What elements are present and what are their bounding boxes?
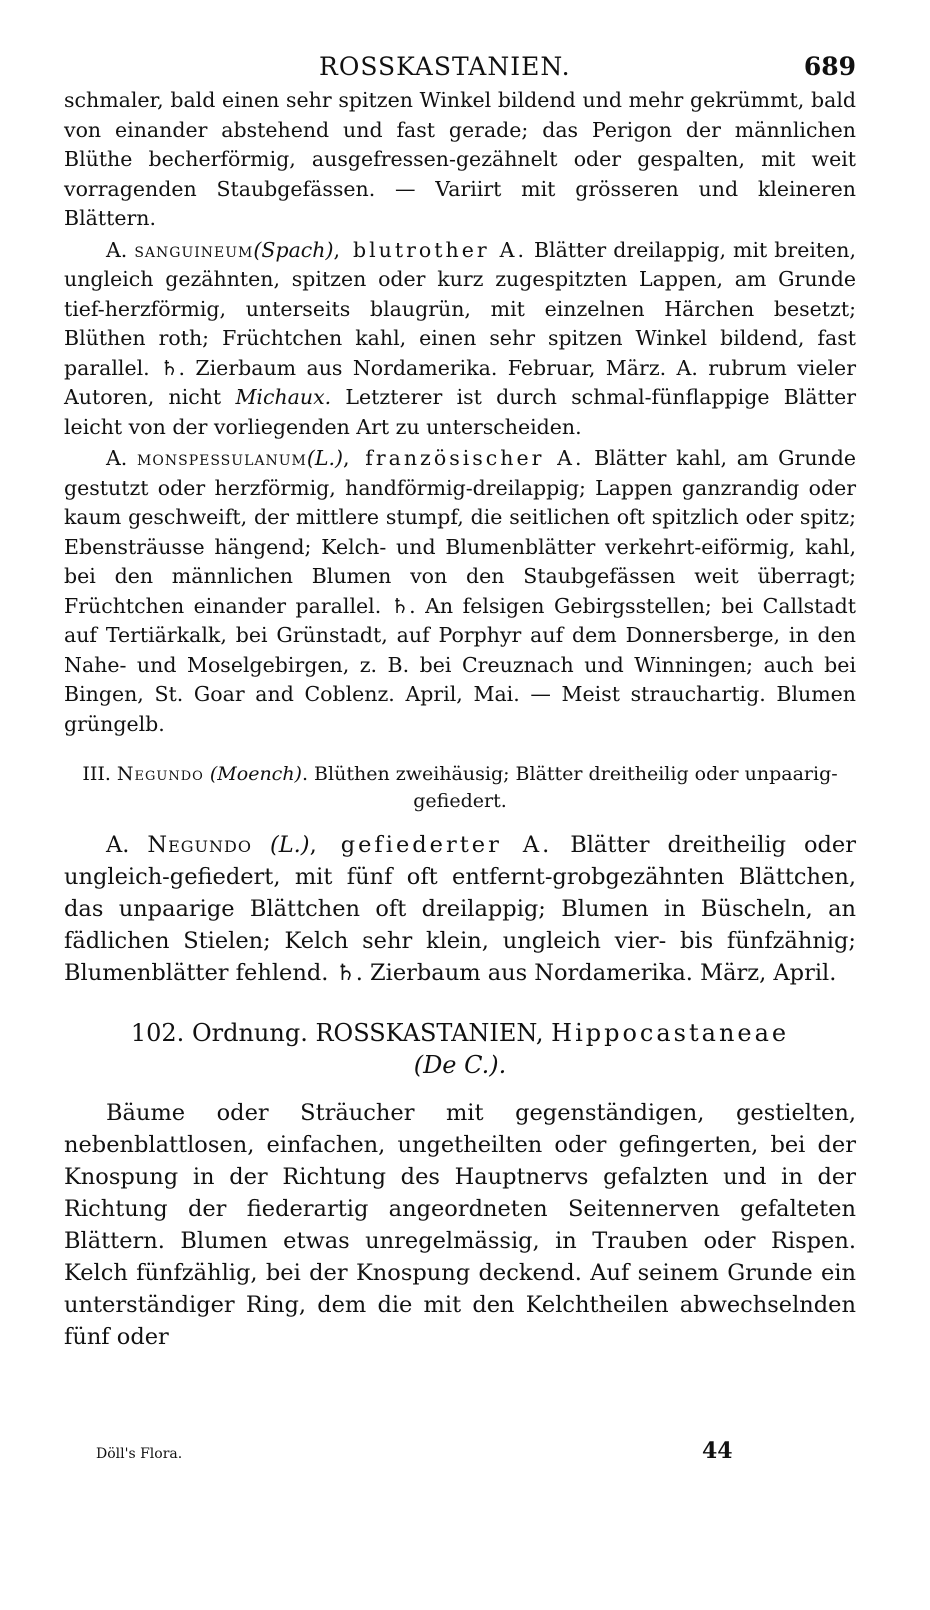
signature-mark: 44 <box>702 1438 733 1464</box>
species-prefix: A. <box>106 446 138 470</box>
common-name: , französischer A. <box>343 446 585 470</box>
genus-author: (Moench) <box>209 763 302 785</box>
order-author: (De C.). <box>413 1051 507 1079</box>
genus-numeral: III. <box>82 763 117 785</box>
species-note: Letzterer ist durch schmal-fünflappige Blätter leicht von der vorliegenden Art zu unterscheiden. <box>64 385 857 439</box>
species-prefix: A. <box>106 832 148 858</box>
species-name: Negundo <box>147 832 252 858</box>
order-label: 102. Ordnung. ROSSKASTANIEN, <box>130 1019 552 1047</box>
species-monspessulanum <box>64 444 856 739</box>
genus-description: . Blüthen zweihäusig; Blätter dreitheilig oder unpaarig-gefiedert. <box>301 763 838 812</box>
continuation-paragraph: schmaler, bald einen sehr spitzen Winkel bildend und mehr gekrümmt, bald von einander abstehend und fast gerade; das Perigon der männlichen Blüthe becherförmig, ausgefressen-gezähnelt oder gespalten, mit weit vorragenden Staubgefässen. — Variirt mit grösseren und kleineren Blättern. <box>64 88 856 230</box>
species-description: Blätter kahl, am Grunde gestutzt oder herzförmig, handförmig-dreilappig; Lappen ganzrandig oder kaum geschweift, der mittlere stumpf, die seitlichen oft spitzlich oder spitz; Ebensträusse hängend; Kelch- und Blumenblätter verkehrt-eiförmig, kahl, bei den männlichen Blumen von den Staubgefässen weit überragt; Früchtchen einander parallel. ♄. An felsigen Gebirgsstellen; bei Callstadt auf Tertiärkalk, bei Grünstadt, auf Porphyr auf dem Donnersberge, in den Nahe- und Moselgebirgen, z. B. bei Creuznach und Winningen; auch bei Bingen, St. Goar and Coblenz. April, Mai. — Meist strauchartig. Blumen grüngelb. <box>64 446 857 736</box>
order-description: Bäume oder Sträucher mit gegenständigen, gestielten, nebenblattlosen, einfachen, ungetheilten oder gefingerten, bei der Knospung in der Richtung des Hauptnervs gefalzten und in der Richtung der fiederartig angeordneten Seitennerven gefalteten Blättern. Blumen etwas unregelmässig, in Trauben oder Rispen. Kelch fünfzählig, bei der Knospung deckend. Auf seinem Grunde ein unterständiger Ring, dem die mit den Kelchtheilen abwechselnden fünf oder <box>64 1100 856 1350</box>
common-name: , gefiederter A. <box>309 832 553 858</box>
genus-heading <box>64 761 856 815</box>
species-prefix: A. <box>106 237 135 262</box>
author-reference: Michaux. <box>235 385 332 409</box>
species-description: Blätter dreitheilig oder ungleich-gefiedert, mit fünf oft entfernt-grobgezähnten Blättchen, das unpaarige Blättchen oft dreilappig; Blumen in Büscheln, an fädlichen Stielen; Kelch sehr klein, ungleich vier- bis fünfzähnig; Blumenblätter fehlend. ♄. Zierbaum aus Nordamerika. März, April. <box>64 832 856 986</box>
species-name: sanguineum <box>134 237 254 262</box>
running-title: ROSSKASTANIEN. <box>319 52 571 81</box>
book-page <box>64 52 856 1353</box>
page-header <box>64 52 856 86</box>
common-name: , blutrother A. <box>333 237 527 262</box>
species-author: (Spach) <box>253 237 334 262</box>
order-heading <box>64 1017 856 1081</box>
genus-name: Negundo <box>116 763 204 785</box>
page-footer <box>96 1438 756 1468</box>
species-description: Blätter dreilappig, mit breiten, ungleich gezähnten, spitzen oder kurz zugespitzten Lappen, am Grunde tief-herzförmig, unterseits blaugrün, mit einzelnen Härchen besetzt; Blüthen roth; Früchtchen kahl, einen sehr spitzen Winkel bildend, fast parallel. ♄. Zierbaum aus Nordamerika. Februar, März. A. rubrum vieler Autoren, nicht <box>64 237 856 409</box>
species-author: (L.) <box>306 446 344 470</box>
page-number: 689 <box>803 52 856 81</box>
species-negundo <box>64 829 856 989</box>
species-name: monspessulanum <box>137 446 307 470</box>
footer-author: Döll's Flora. <box>96 1446 183 1462</box>
order-latin-name: Hippocastaneae <box>551 1019 790 1047</box>
species-sanguineum <box>64 236 856 443</box>
species-author: (L.) <box>269 832 310 858</box>
